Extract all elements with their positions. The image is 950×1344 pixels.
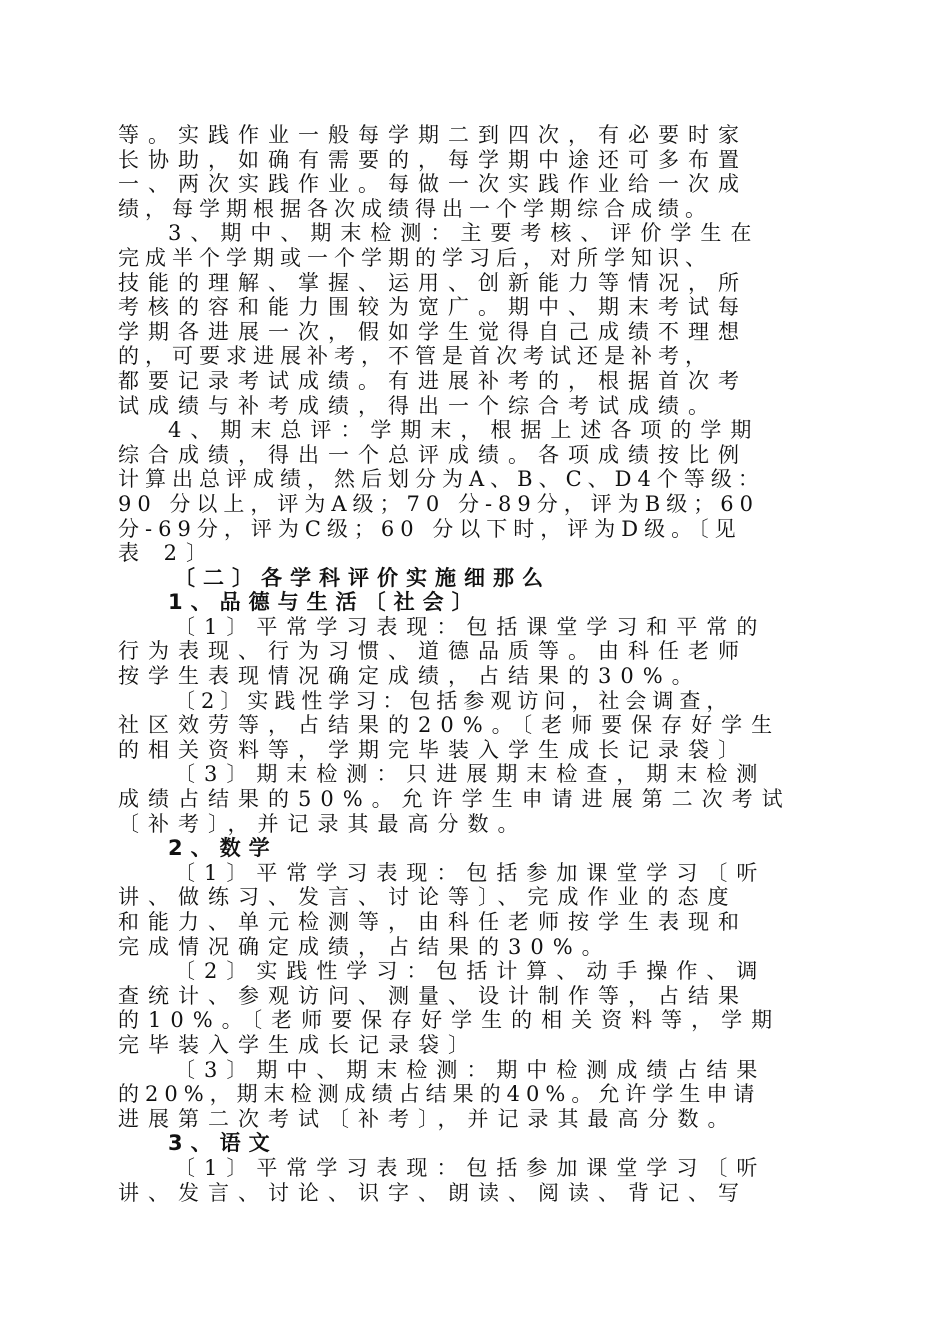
text-line: 学期各进展一次，假如学生觉得自己成绩不理想: [118, 319, 748, 344]
text-line: 〔1〕平常学习表现：包括课堂学习和平常的: [174, 614, 767, 639]
text-line: 讲、发言、讨论、识字、朗读、阅读、背记、写: [118, 1180, 748, 1205]
text-line: 长协助，如确有需要的，每学期中途还可多布置: [118, 147, 748, 172]
text-line: 完成半个学期或一个学期的学习后，对所学知识、: [118, 245, 712, 270]
document-page: [118, 123, 836, 1205]
text-line: 〔2〕实践性学习：包括计算、动手操作、调: [174, 959, 767, 984]
text-line: 〔1〕平常学习表现：包括参加课堂学习〔听: [174, 860, 767, 885]
text-line: 考核的容和能力围较为宽广。期中、期末考试每: [118, 295, 748, 320]
text-line: 试成绩与补考成绩，得出一个综合考试成绩。: [118, 393, 718, 418]
text-line: 4、期末总评：学期末，根据上述各项的学期: [168, 418, 761, 443]
section-heading: 2、数学: [168, 836, 278, 861]
text-line: 〔2〕实践性学习：包括参观访问，社会调查，: [174, 688, 734, 713]
text-line: 3、期中、期末检测：主要考核、评价学生在: [168, 221, 761, 246]
text-line: 〔3〕期末检测：只进展期末检查，期末检测: [174, 762, 767, 787]
section-heading: 1、品德与生活〔社会〕: [168, 590, 481, 615]
text-line: 按学生表现情况确定成绩，占结果的30%。: [118, 664, 702, 689]
text-line: 查统计、参观访问、测量、设计制作等，占结果: [118, 983, 748, 1008]
text-line: 技能的理解、掌握、运用、创新能力等情况，所: [118, 270, 748, 295]
text-line: 绩，每学期根据各次成绩得出一个学期综合成绩。: [118, 196, 712, 221]
text-line: 的相关资料等，学期完毕装入学生成长记录袋〕: [118, 737, 748, 762]
text-line: 和能力、单元检测等，由科任老师按学生表现和: [118, 910, 748, 934]
text-line: 表 2〕: [118, 541, 217, 566]
text-line: 成绩占结果的50%。允许学生申请进展第二次考试: [118, 787, 792, 812]
text-line: 行为表现、行为习惯、道德品质等。由科任老师: [118, 639, 748, 664]
text-line: 〔3〕期中、期末检测：期中检测成绩占结果: [174, 1057, 767, 1082]
text-line: 〔1〕平常学习表现：包括参加课堂学习〔听: [174, 1155, 767, 1180]
text-line: 综合成绩，得出一个总评成绩。各项成绩按比例: [118, 442, 748, 467]
text-line: 讲、做练习、发言、讨论等〕、完成作业的态度: [118, 885, 738, 910]
section-heading: 3、语文: [168, 1131, 278, 1156]
text-line: 的20%，期末检测成绩占结果的40%。允许学生申请: [118, 1082, 761, 1107]
text-line: 完毕装入学生成长记录袋〕: [118, 1032, 478, 1057]
text-line: 进展第二次考试〔补考〕，并记录其最高分数。: [118, 1106, 738, 1131]
text-line: 的10%。〔老师要保存好学生的相关资料等，学期: [118, 1008, 782, 1033]
text-line: 都要记录考试成绩。有进展补考的，根据首次考: [118, 368, 748, 393]
section-heading: 〔二〕各学科评价实施细那么: [174, 565, 551, 590]
text-line: 90 分以上，评为A级；70 分-89分，评为B级；60: [118, 491, 759, 516]
text-line: 计算出总评成绩，然后划分为A、B、C、D4个等级：: [118, 467, 765, 492]
text-line: 分-69分，评为C级；60 分以下时，评为D级。〔见: [118, 516, 742, 541]
text-line: 的，可要求进展补考，不管是首次考试还是补考，: [118, 344, 712, 369]
text-line: 社区效劳等，占结果的20%。〔老师要保存好学生: [118, 713, 782, 738]
text-line: 完成情况确定成绩，占结果的30%。: [118, 934, 612, 959]
text-line: 一、两次实践作业。每做一次实践作业给一次成: [118, 172, 748, 197]
text-line: 〔补考〕，并记录其最高分数。: [118, 811, 528, 836]
text-line: 等。实践作业一般每学期二到四次，有必要时家: [118, 123, 748, 147]
